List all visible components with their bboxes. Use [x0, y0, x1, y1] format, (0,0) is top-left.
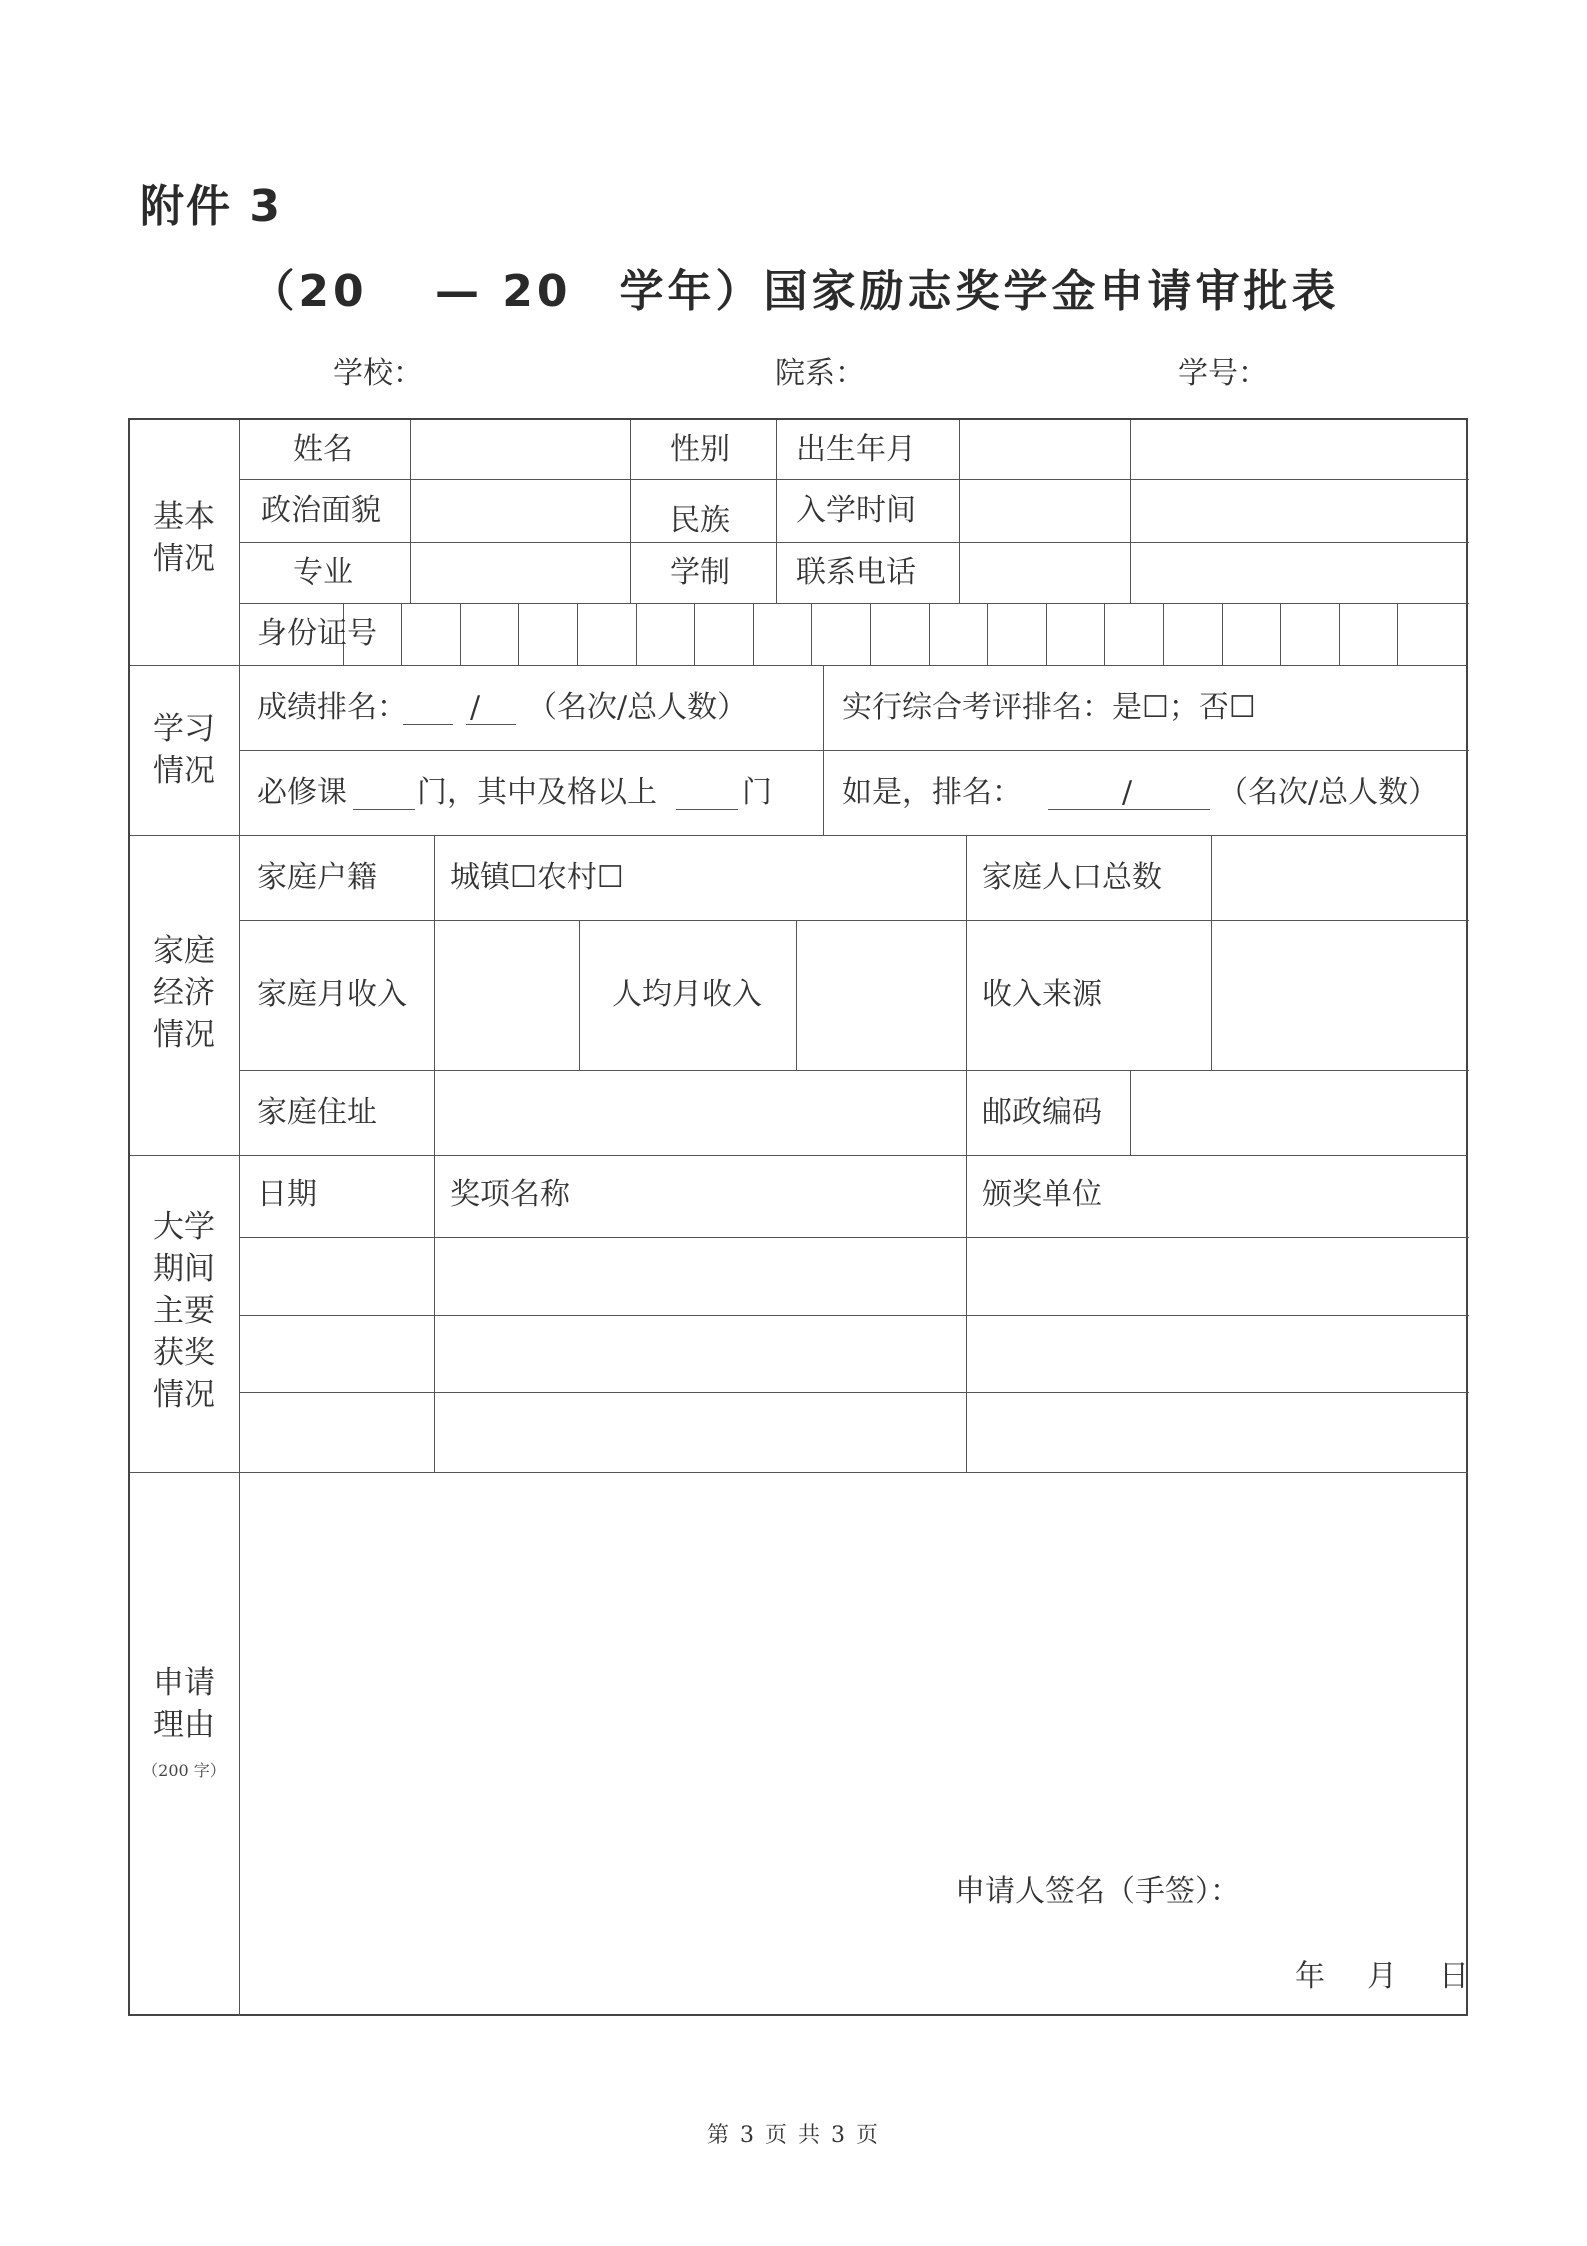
label-major: 专业 [293, 555, 353, 590]
id-cell-line [1397, 603, 1398, 665]
section-awards: 大学 期间 主要 获奖 情况 [153, 1209, 215, 1413]
col-line [1130, 1070, 1131, 1155]
id-cell-line [577, 603, 578, 665]
label-per-capita: 人均月收入 [612, 977, 762, 1012]
label-postcode: 邮政编码 [982, 1095, 1102, 1130]
col-line [434, 1155, 435, 1472]
label-address: 家庭住址 [257, 1095, 377, 1130]
department-label: 院系： [775, 356, 865, 391]
col-line [959, 420, 960, 603]
form-title: （20 — 20 学年）国家励志奖学金申请审批表 [250, 266, 1340, 317]
label-enroll: 入学时间 [796, 493, 916, 528]
col-line [823, 665, 824, 835]
col-line [966, 1155, 967, 1472]
rank-slash: / [470, 690, 481, 725]
col-line [1130, 420, 1131, 603]
label-population: 家庭人口总数 [982, 860, 1162, 895]
blank-line [676, 809, 738, 810]
required-suffix: 门 [742, 775, 772, 810]
label-birth: 出生年月 [796, 432, 916, 467]
required-middle: 门，其中及格以上 [417, 775, 657, 810]
label-name: 姓名 [293, 432, 353, 467]
label-ethnicity: 民族 [670, 503, 730, 538]
if-yes-suffix: （名次/总人数） [1218, 775, 1439, 810]
col-line [776, 420, 777, 603]
label-schooling: 学制 [670, 555, 730, 590]
attachment-label: 附件 3 [140, 181, 282, 232]
blank-line [403, 724, 453, 725]
hukou-options: 城镇☐农村☐ [450, 860, 624, 895]
section-line [130, 835, 1468, 836]
label-gender: 性别 [670, 432, 730, 467]
id-cell-line [460, 603, 461, 665]
id-cell-line [1104, 603, 1105, 665]
section-line [130, 1155, 1468, 1156]
col-line [966, 835, 967, 1155]
id-cell-line [1046, 603, 1047, 665]
id-cell-line [929, 603, 930, 665]
id-cell-line [1280, 603, 1281, 665]
col-line [410, 420, 411, 603]
id-cell-line [518, 603, 519, 665]
label-award-name: 奖项名称 [450, 1177, 570, 1212]
row-line [239, 1070, 1469, 1071]
row-line [239, 1237, 1469, 1238]
row-line [239, 603, 1469, 604]
id-cell-line [1163, 603, 1164, 665]
applicant-signature-label: 申请人签名（手签）： [955, 1874, 1240, 1909]
blank-line [466, 724, 516, 725]
id-cell-line [870, 603, 871, 665]
row-line [239, 920, 1469, 921]
label-phone: 联系电话 [796, 555, 916, 590]
section-line [130, 665, 1468, 666]
id-cell-line [694, 603, 695, 665]
page-footer: 第 3 页 共 3 页 [707, 2123, 880, 2148]
section-basic: 基本 情况 [153, 499, 215, 577]
if-yes-slash: / [1122, 775, 1133, 810]
row-line [239, 542, 1469, 543]
label-award-date: 日期 [257, 1177, 317, 1212]
section-family: 家庭 经济 情况 [153, 933, 215, 1053]
col-line [630, 420, 631, 603]
student-id-label: 学号： [1178, 356, 1268, 391]
col-line [1211, 835, 1212, 1070]
blank-line [353, 809, 415, 810]
row-line [239, 750, 1469, 751]
row-line [239, 479, 1469, 480]
row-line [239, 1392, 1469, 1393]
row-line [239, 1315, 1469, 1316]
label-hukou: 家庭户籍 [257, 860, 377, 895]
reason-limit: （200 字） [142, 1761, 226, 1780]
label-id-number: 身份证号 [257, 616, 377, 651]
label-income-source: 收入来源 [982, 977, 1102, 1012]
school-label: 学校： [333, 356, 423, 391]
id-cell-line [811, 603, 812, 665]
required-prefix: 必修课 [257, 775, 347, 810]
id-cell-line [1222, 603, 1223, 665]
label-monthly-income: 家庭月收入 [257, 977, 407, 1012]
id-cell-line [401, 603, 402, 665]
id-cell-line [1339, 603, 1340, 665]
label-award-issuer: 颁奖单位 [982, 1177, 1102, 1212]
col-line [579, 920, 580, 1070]
if-yes-label: 如是，排名： [842, 775, 1022, 810]
eval-ranking: 实行综合考评排名：是☐；否☐ [842, 690, 1256, 725]
id-cell-line [636, 603, 637, 665]
rank-prefix: 成绩排名： [257, 690, 407, 725]
label-political: 政治面貌 [261, 493, 381, 528]
id-cell-line [753, 603, 754, 665]
id-cell-line [987, 603, 988, 665]
section-line [130, 1472, 1468, 1473]
application-form-table [128, 418, 1475, 2016]
section-reason: 申请 理由 [153, 1665, 215, 1743]
signature-date: 年 月 日 [1295, 1959, 1475, 1994]
col-line [796, 920, 797, 1070]
col-divider-left [239, 420, 240, 2016]
section-study: 学习 情况 [153, 711, 215, 789]
col-line [434, 835, 435, 1155]
rank-suffix: （名次/总人数） [527, 690, 748, 725]
